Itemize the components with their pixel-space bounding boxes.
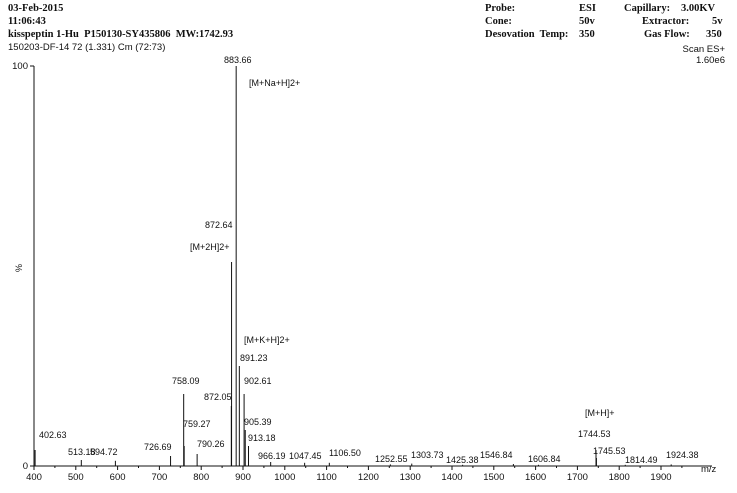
run-info-text: 150203-DF-14 72 (1.331) Cm (72:73) [8,42,166,53]
y-tick-label: 100 [12,61,28,72]
time-text: 11:06:43 [8,16,46,27]
x-tick-label: 1000 [274,472,296,483]
peak-label: 872.64 [205,220,233,230]
param-label-desolvation-temp: Desovation Temp: [485,29,569,40]
x-tick-label: 1300 [399,472,421,483]
peak-label: 1744.53 [578,429,611,439]
x-tick-label: 1100 [316,472,337,483]
sample-title: kisspeptin 1-Hu P150130-SY435806 MW:1742.93 [8,29,234,40]
ion-annotation: [M+Na+H]2+ [249,78,301,88]
peak-label: 1425.38 [446,455,479,465]
ion-annotation: [M+H]+ [585,408,615,418]
peak-label: 902.61 [244,376,272,386]
param-label-extractor: Extractor: [642,16,690,27]
x-tick-label: 600 [109,472,126,483]
x-tick-label: 1700 [566,472,588,483]
peak-label: 402.63 [39,430,67,440]
y-axis-label: % [14,263,24,273]
peak-label: 513.18 [68,447,96,457]
peak-label: 759.27 [183,419,211,429]
x-tick-label: 1500 [483,472,505,483]
x-tick-label: 500 [67,472,84,483]
param-label-cone: Cone: [485,16,512,27]
param-label-probe: Probe: [485,3,516,14]
peak-label: 594.72 [90,447,118,457]
date-text: 03-Feb-2015 [8,3,64,14]
x-tick-label: 1800 [608,472,630,483]
param-value-cone: 50v [579,16,595,27]
param-value-probe: ESI [579,3,596,14]
param-value-gas-flow: 350 [706,29,722,40]
peak-label: 1303.73 [411,450,444,460]
x-tick-label: 800 [193,472,210,483]
param-value-desolvation-temp: 350 [579,29,595,40]
peak-label: 790.26 [197,439,225,449]
peak-label: 1606.84 [528,454,561,464]
peak-label: 1745.53 [593,446,626,456]
peak-label: 905.39 [244,417,272,427]
x-tick-label: 1400 [441,472,463,483]
ion-annotation: [M+2H]2+ [190,242,230,252]
peak-label: 872.05 [204,392,232,402]
peak-label: 1047.45 [289,451,322,461]
x-tick-label: 1900 [650,472,672,483]
param-label-capillary: Capillary: [624,3,671,14]
peak-label: 1924.38 [666,450,699,460]
peak-label: 913.18 [248,433,276,443]
ion-annotation: [M+K+H]2+ [244,335,290,345]
x-tick-label: 700 [151,472,168,483]
intensity-max-text: 1.60e6 [695,55,725,66]
param-label-gas-flow: Gas Flow: [644,29,690,40]
y-tick-label: 0 [22,461,28,472]
peak-label: 726.69 [144,442,172,452]
x-axis-label: m/z [701,464,717,475]
x-tick-label: 1200 [357,472,379,483]
peak-label: 966.19 [258,451,286,461]
param-value-extractor: 5v [712,16,723,27]
peak-label: 1106.50 [329,448,361,458]
x-tick-label: 400 [26,472,42,483]
x-tick-label: 900 [235,472,251,483]
param-value-capillary: 3.00KV [681,3,716,14]
peak-label: 1252.55 [375,454,408,464]
peak-label: 1814.49 [625,455,658,465]
scan-mode-text: Scan ES+ [682,44,725,55]
x-tick-label: 1600 [525,472,547,483]
peak-label: 758.09 [172,376,200,386]
peak-label: 1546.84 [480,450,513,460]
peak-label: 883.66 [224,55,252,65]
peak-label: 891.23 [240,353,268,363]
